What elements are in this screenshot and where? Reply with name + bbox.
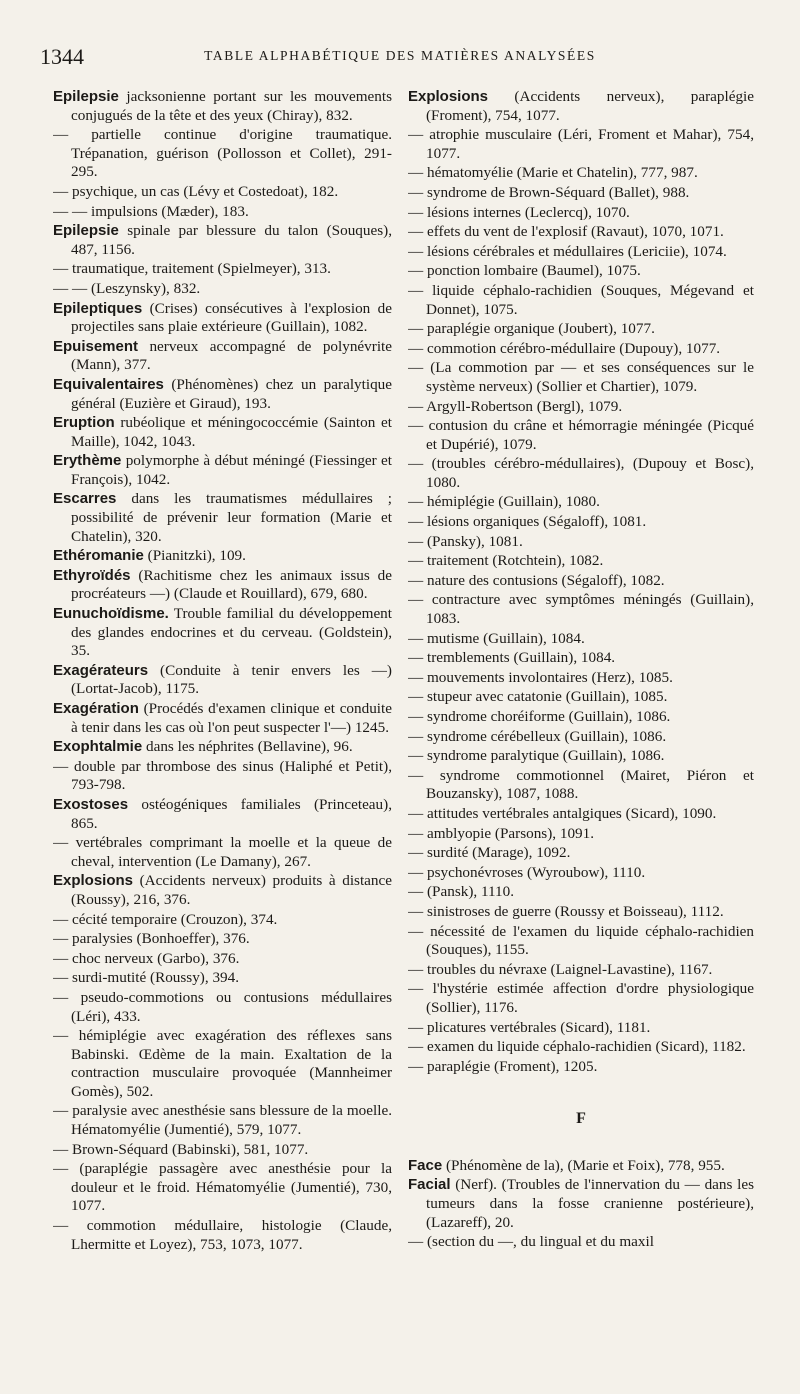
index-entry [53,338,392,375]
index-entry [408,980,754,1017]
entry-text: — paralysies (Bonhoeffer), 376. [53,930,250,948]
entry-text: — cécité temporaire (Crouzon), 374. [53,910,278,928]
index-entry [53,969,392,988]
entry-keyword: Exophtalmie [53,738,143,756]
index-entry [408,204,754,223]
entry-text: — paralysie avec anesthésie sans blessure de la moelle. Hématomyélie (Jumentié), 579, 1077. [53,1102,392,1139]
index-entry [53,452,392,489]
entry-text: dans les néphrites (Bellavine), 96. [142,738,353,756]
entry-text: — troubles du névraxe (Laignel-Lavastine), 1167. [408,960,713,978]
index-entry [408,825,754,844]
index-entry [408,572,754,591]
entry-text: — atrophie musculaire (Léri, Froment et Mahar), 754, 1077. [408,126,754,162]
index-entry [408,1019,754,1038]
index-entry [53,834,392,871]
index-entry [53,1102,392,1139]
entry-text: — Brown-Séquard (Babinski), 581, 1077. [53,1140,309,1158]
index-entry [408,359,754,396]
entry-text: — vertébrales comprimant la moelle et la queue de cheval, intervention (Le Damany), 267. [53,834,392,870]
index-entry [408,164,754,183]
index-entry [408,223,754,242]
index-entry [53,911,392,930]
index-entry [53,547,392,566]
index-entry [408,864,754,883]
entry-text: polymorphe à début méningé (Fiessinger et François), 1042. [71,452,392,488]
entry-text: — lésions cérébrales et médullaires (Lericiie), 1074. [408,242,727,260]
index-entry [53,1027,392,1101]
index-entry [408,669,754,688]
entry-text: — (Pansk), 1110. [408,883,515,901]
index-entry [53,758,392,795]
index-entry [53,989,392,1026]
index-entry [408,649,754,668]
index-entry [53,605,392,661]
index-entry [408,340,754,359]
index-entry [53,567,392,604]
index-entry [53,1160,392,1216]
entry-keyword: Epuisement [53,337,139,355]
entry-text: — l'hystérie estimée affection d'ordre physiologique (Sollier), 1176. [408,980,754,1016]
entry-text: — plicatures vertébrales (Sicard), 1181. [408,1018,651,1036]
index-entry [53,662,392,699]
entry-text: — mouvements involontaires (Herz), 1085. [408,668,673,686]
entry-text: ostéogéniques familiales (Princeteau), 865. [71,795,392,832]
index-entry [408,903,754,922]
index-entry [408,513,754,532]
index-entry [53,376,392,413]
entry-keyword: Epilepsie [53,88,119,105]
entry-text: — hématomyélie (Marie et Chatelin), 777, 987. [408,164,698,182]
entry-text: — (Pansky), 1081. [408,532,523,550]
entry-keyword: Eruption [53,414,115,432]
entry-text: — examen du liquide céphalo-rachidien (Sicard), 1182. [408,1038,746,1056]
entry-text: (Accidents nerveux) produits à distance (Roussy), 216, 376. [71,872,392,908]
entry-text: — surdité (Marage), 1092. [408,844,571,862]
index-entry [53,280,392,299]
entry-text: (Accidents nerveux), paraplégie (Froment), 754, 1077. [426,88,754,124]
index-entry [408,282,754,319]
entry-text: — attitudes vertébrales antalgiques (Sicard), 1090. [408,804,717,822]
page-number: 1344 [40,44,84,69]
entry-keyword: Epilepsie [53,222,119,240]
entry-text: (Rachitisme chez les animaux issus de procréateurs —) (Claude et Rouillard), 679, 680. [71,566,392,603]
entry-text: — — impulsions (Mæder), 183. [53,202,249,220]
index-entry [408,320,754,339]
index-entry [53,700,392,737]
entry-text: — (La commotion par — et ses conséquences sur le système nerveux) (Sollier et Chartier), 1079. [408,359,754,395]
entry-keyword: Exostoses [53,795,129,813]
index-entry [53,183,392,202]
index-entry [408,1176,754,1232]
entry-text: (Crises) consécutives à l'explosion de projectiles sans plaie extérieure (Guillain), 1082. [71,299,392,336]
entry-text: — traitement (Rotchtein), 1082. [408,552,604,570]
entry-text: (Nerf). (Troubles de l'innervation du — dans les tumeurs dans la fosse cranienne postérieure), (Lazareff), 20. [426,1176,754,1231]
index-entry [408,398,754,417]
index-entry [53,950,392,969]
index-entry [408,184,754,203]
entry-text: — traumatique, traitement (Spielmeyer), 313. [53,260,331,278]
entry-text: — hémiplégie avec exagération des réflexes sans Babinski. Œdème de la main. Exaltation de la contraction musculaire provoquée (Mannheimer Gomès), 502. [53,1027,392,1100]
entry-text: nerveux accompagné de polynévrite (Mann), 377. [71,337,392,374]
section-letter: F [576,1110,586,1128]
entry-text: — syndrome choréiforme (Guillain), 1086. [408,708,671,725]
index-entry [53,203,392,222]
entry-text: (Conduite à tenir envers les —) (Lortat-Jacob), 1175. [71,661,392,698]
index-entry [408,533,754,552]
entry-text: jacksonienne portant sur les mouvements conjugués de la tête et des yeux (Chiray), 832. [71,88,392,124]
entry-text: — contusion du crâne et hémorragie méningée (Picqué et Dupérié), 1079. [408,417,754,453]
entry-text: — paraplégie (Froment), 1205. [408,1057,598,1075]
entry-keyword: Equivalentaires [53,375,164,393]
index-entry [408,728,754,747]
index-entry [408,1038,754,1057]
entry-keyword: Exagérateurs [53,661,149,679]
entry-text: — effets du vent de l'explosif (Ravaut), 1070, 1071. [408,223,724,241]
index-entry [408,262,754,281]
entry-text: — choc nerveux (Garbo), 376. [53,949,240,967]
entry-text: — syndrome paralytique (Guillain), 1086. [408,747,665,765]
index-entry [408,844,754,863]
index-entry [53,1141,392,1160]
entry-text: — syndrome cérébelleux (Guillain), 1086. [408,727,667,745]
entry-text: — commotion médullaire, histologie (Claude, Lhermitte et Loyez), 753, 1073, 1077. [53,1217,392,1253]
right-column [408,88,754,1378]
entry-text: — pseudo-commotions ou contusions médullaires (Léri), 433. [53,988,392,1025]
entry-keyword: Ethyroïdés [53,566,131,584]
index-entry [53,930,392,949]
entry-keyword: Facial [408,1176,451,1194]
entry-text: — lésions organiques (Ségaloff), 1081. [408,513,647,531]
entry-text: — amblyopie (Parsons), 1091. [408,824,595,842]
index-entry [408,688,754,707]
entry-text: — ponction lombaire (Baumel), 1075. [408,262,641,280]
running-title: TABLE ALPHABÉTIQUE DES MATIÈRES ANALYSÉES [204,48,596,63]
left-column [53,88,392,1378]
entry-text: — double par thrombose des sinus (Haliphé et Petit), 793-798. [53,757,392,794]
index-entry [408,417,754,454]
index-entry [408,767,754,804]
index-entry [53,796,392,833]
index-entry [408,1058,754,1077]
page-header [40,44,760,70]
entry-text: — psychique, un cas (Lévy et Costedoat), 182. [53,182,339,200]
entry-text: dans les traumatismes médullaires ; possibilité de prévenir leur formation (Marie et Chatelin), 320. [71,490,392,545]
entry-text: — mutisme (Guillain), 1084. [408,629,585,647]
entry-keyword: Face [408,1156,443,1174]
entry-text: spinale par blessure du talon (Souques), 487, 1156. [71,222,392,258]
index-entry [408,1157,754,1176]
entry-text: — — (Leszynsky), 832. [53,279,201,297]
index-entry [408,591,754,628]
index-entry [53,126,392,182]
index-entry [53,222,392,259]
entry-text: — paraplégie organique (Joubert), 1077. [408,320,655,338]
entry-text: (Procédés d'examen clinique et conduite à tenir dans les cas où l'on peut suspecter l'—) 1245. [71,700,392,736]
entry-keyword: Exagération [53,700,139,717]
entry-text: — Argyll-Robertson (Bergl), 1079. [408,397,623,415]
entry-text: — contracture avec symptômes méningés (Guillain), 1083. [408,591,754,628]
index-entry [53,490,392,546]
index-entry [408,1233,754,1252]
index-entry [53,738,392,757]
index-entry [408,493,754,512]
index-entry [408,708,754,727]
index-entry [408,923,754,960]
entry-text: rubéolique et méningococcémie (Sainton et Maille), 1042, 1043. [71,414,392,450]
index-entry [53,260,392,279]
index-entry [408,883,754,902]
index-entry [53,414,392,451]
entry-text: — sinistroses de guerre (Roussy et Boisseau), 1112. [408,902,724,920]
entry-text: — commotion cérébro-médullaire (Dupouy), 1077. [408,339,721,357]
index-entry [408,961,754,980]
index-entry [408,630,754,649]
entry-text: (Phénomènes) chez un paralytique général (Euzière et Giraud), 193. [71,375,392,412]
entry-keyword: Explosions [53,872,134,890]
entry-text: — surdi-mutité (Roussy), 394. [53,969,240,987]
entry-text: — hémiplégie (Guillain), 1080. [408,493,600,511]
entry-text: — (paraplégie passagère avec anesthésie pour la douleur et le froid. Hématomyélie (Jumentié), 730, 1077. [53,1160,392,1215]
entry-keyword: Escarres [53,490,117,508]
index-entry [408,455,754,492]
entry-text: — tremblements (Guillain), 1084. [408,649,616,667]
entry-text: — (troubles cérébro-médullaires), (Dupouy et Bosc), 1080. [408,455,754,491]
index-entry [408,243,754,262]
entry-keyword: Eunuchoïdisme. [53,605,169,623]
index-entry [53,88,392,125]
entry-text: — syndrome commotionnel (Mairet, Piéron et Bouzansky), 1087, 1088. [408,766,754,803]
index-entry [408,805,754,824]
entry-keyword: Erythème [53,452,122,470]
entry-text: — (section du —, du lingual et du maxil [408,1233,654,1251]
index-entry [408,88,754,125]
entry-text: — psychonévroses (Wyroubow), 1110. [408,863,646,881]
entry-keyword: Epileptiques [53,299,143,317]
entry-keyword: Ethéromanie [53,547,144,565]
entry-text: — nécessité de l'examen du liquide céphalo-rachidien (Souques), 1155. [408,922,754,959]
index-entry [408,126,754,163]
entry-text: (Phénomène de la), (Marie et Foix), 778, 955. [442,1156,725,1174]
entry-keyword: Explosions [408,88,489,105]
entry-text: — nature des contusions (Ségaloff), 1082. [408,571,665,589]
index-entry [53,872,392,909]
entry-text: — lésions internes (Leclercq), 1070. [408,203,630,221]
entry-text: Trouble familial du développement des glandes endocrines et du cerveau. (Goldstein), 35. [71,605,392,660]
entry-text: — liquide céphalo-rachidien (Souques, Mégevand et Donnet), 1075. [408,281,754,318]
entry-text: — stupeur avec catatonie (Guillain), 1085. [408,688,668,706]
entry-text: (Pianitzki), 109. [143,547,246,565]
index-entry [408,747,754,766]
entry-text: — syndrome de Brown-Séquard (Ballet), 988. [408,183,690,201]
index-entry [408,552,754,571]
entry-text: — partielle continue d'origine traumatique. Trépanation, guérison (Pollosson et Collet), 291-295. [53,126,392,181]
index-entry [53,300,392,337]
index-entry [53,1217,392,1254]
